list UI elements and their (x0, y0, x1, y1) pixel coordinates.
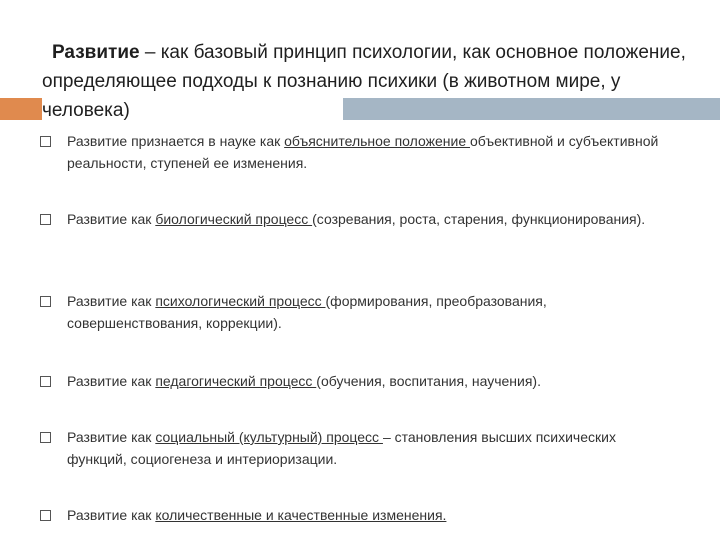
bullet-text-plain: (обучения, воспитания, научения). (316, 373, 541, 389)
bullet-text-underlined: педагогический процесс (155, 373, 317, 389)
bullet-text (67, 426, 677, 470)
bullet-text (67, 370, 677, 392)
bullet-text (67, 208, 677, 230)
bullet-text (67, 130, 677, 174)
checkbox-bullet-icon (40, 432, 51, 443)
bullet-text-plain: (созревания, роста, старения, функционирования). (312, 211, 646, 227)
bullet-text-underlined: биологический процесс (155, 211, 313, 227)
checkbox-bullet-icon (40, 214, 51, 225)
bullet-text-plain: – становления высших психических функций, социогенеза и интериоризации. (67, 429, 616, 467)
checkbox-bullet-icon (40, 376, 51, 387)
bullet-text-plain: Развитие как (67, 211, 156, 227)
bullet-text (67, 504, 677, 526)
title-lead: Развитие (52, 42, 140, 63)
bullet-text-plain: Развитие признается в науке как (67, 133, 285, 149)
bullet-text-underlined: психологический процесс (155, 293, 326, 309)
bullet-text-plain: Развитие как (67, 507, 156, 523)
bullet-text-plain: Развитие как (67, 293, 156, 309)
bullet-text-plain: (формирования, преобразования, совершенствования, коррекции). (67, 293, 547, 331)
checkbox-bullet-icon (40, 296, 51, 307)
bullet-text-plain: Развитие как (67, 373, 156, 389)
accent-bar-orange (0, 98, 42, 120)
checkbox-bullet-icon (40, 510, 51, 521)
checkbox-bullet-icon (40, 136, 51, 147)
bullet-text-underlined: объяснительное положение (284, 133, 470, 149)
bullet-text-plain: Развитие как (67, 429, 156, 445)
bullet-text-underlined: социальный (культурный) процесс (155, 429, 383, 445)
slide-title (42, 38, 712, 125)
bullet-text-underlined: количественные и качественные изменения. (155, 507, 447, 523)
title-rest: – как базовый принцип психологии, как основное положение, определяющее подходы к познанию психики (в животном мире, у человека) (42, 42, 686, 121)
bullet-text (67, 290, 677, 334)
bullet-text-plain: объективной и субъективной реальности, ступеней ее изменения. (67, 133, 659, 171)
